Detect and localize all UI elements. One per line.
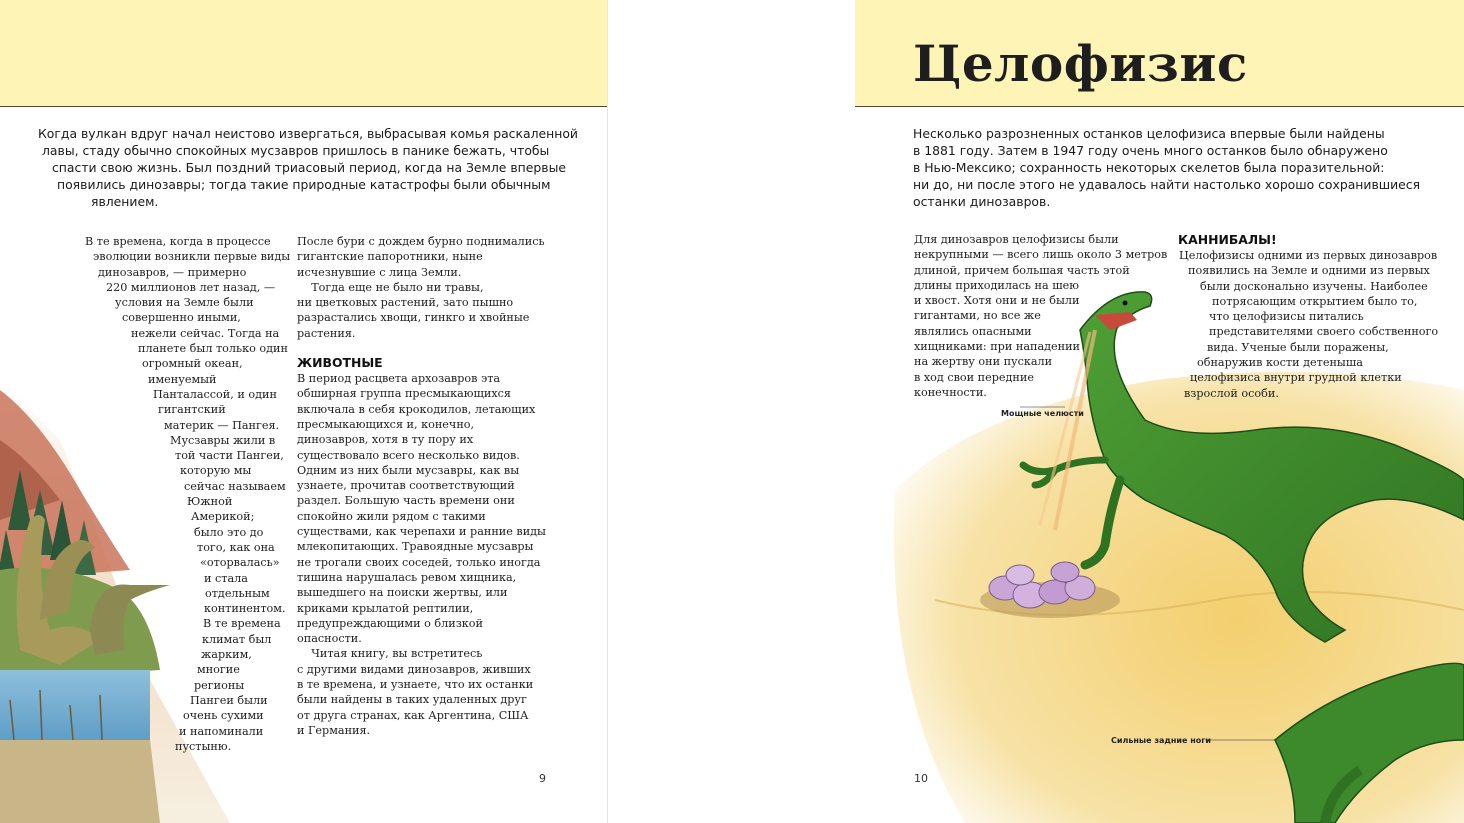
lead-line: появились динозавры; тогда такие природные катастрофы были обычным xyxy=(57,177,551,192)
text-line: было это до xyxy=(194,525,264,539)
page-number-left: 9 xyxy=(539,772,546,785)
text-line: некрупными — всего лишь около 3 метров xyxy=(914,248,1168,262)
text-line: гигантами, но все же xyxy=(914,309,1041,323)
text-line: В те времена, когда в процессе xyxy=(85,235,271,248)
text-line: Америкой; xyxy=(191,510,255,524)
lead-line: Когда вулкан вдруг начал неистово извергаться, выбрасывая комья раскаленной xyxy=(38,126,578,141)
left-header-band xyxy=(0,0,607,107)
text-line: тишина нарушалась ревом хищника, xyxy=(297,570,517,584)
text-line: динозавров, — примерно xyxy=(98,265,247,279)
lead-line: спасти свою жизнь. Был поздний триасовый период, когда на Земле впервые xyxy=(52,160,566,175)
section-heading-cannibals: КАННИБАЛЫ! xyxy=(1178,232,1277,247)
text-line: континентом. xyxy=(204,602,286,616)
text-line: сейчас называем xyxy=(184,479,286,493)
text-line: огромный океан, xyxy=(142,357,243,371)
lead-line: явлением. xyxy=(91,194,159,209)
left-column-1 xyxy=(80,234,291,754)
text-line: потрясающим открытием было то, xyxy=(1212,294,1418,308)
text-line: Пангеи были xyxy=(190,693,268,707)
text-line: раздел. Большую часть времени они xyxy=(297,494,515,508)
text-line: существами, как черепахи и ранние виды xyxy=(297,525,546,539)
text-line: были досконально изучены. Наиболее xyxy=(1200,279,1428,293)
right-column-1 xyxy=(914,232,1168,400)
text-line: которую мы xyxy=(180,464,252,478)
text-line: что целофизисы питались xyxy=(1209,310,1364,324)
lead-line: Несколько разрозненных останков целофизиса впервые были найдены xyxy=(913,126,1385,141)
text-line: жарким, xyxy=(201,648,252,662)
text-line: представителями своего собственного xyxy=(1209,325,1439,339)
text-line: обнаружив кости детеныша xyxy=(1197,356,1363,370)
text-line: были найдены в таких удаленных друг xyxy=(297,693,527,707)
text-line: совершенно иными, xyxy=(122,311,241,325)
text-line: конечности. xyxy=(914,385,987,399)
text-line: и Германия. xyxy=(297,723,371,737)
text-line: и стала xyxy=(204,571,248,585)
text-line: гигантские папоротники, ныне xyxy=(297,250,483,264)
text-line: В те времена xyxy=(203,617,281,631)
text-line: Мусзавры жили в xyxy=(170,433,276,447)
lead-line: в 1881 году. Затем в 1947 году очень много останков было обнаружено xyxy=(913,143,1388,158)
callout-jaws: Мощные челюсти xyxy=(1001,409,1084,418)
text-line: После бури с дождем бурно поднимались xyxy=(297,235,545,248)
text-line: и напоминали xyxy=(179,724,264,738)
lead-line: ни до, ни после этого не удавалось найти настолько хорошо сохранившиеся xyxy=(913,177,1421,192)
text-line: включала в себя крокодилов, летающих xyxy=(297,402,536,416)
text-line: узнаете, прочитав соответствующий xyxy=(297,479,515,493)
text-line: млекопитающих. Травоядные мусзавры xyxy=(297,540,534,554)
text-line: спокойно жили рядом с такими xyxy=(297,509,486,523)
left-column-2 xyxy=(297,234,597,738)
text-line: нежели сейчас. Тогда на xyxy=(131,326,280,340)
left-page xyxy=(0,0,608,823)
page-number-right: 10 xyxy=(914,772,928,785)
text-line: от друга странах, как Аргентина, США xyxy=(297,708,529,722)
left-lead-paragraph xyxy=(38,125,578,210)
text-line: предупреждающими о близкой xyxy=(297,616,483,630)
text-line: целофизиса внутри грудной клетки xyxy=(1190,371,1402,385)
page-title: Целофизис xyxy=(913,34,1248,93)
text-line: Одним из них были мусзавры, как вы xyxy=(297,463,520,477)
text-line: длиной, причем большая часть этой xyxy=(914,263,1130,277)
text-line: вида. Ученые были поражены, xyxy=(1207,340,1389,354)
section-heading-animals: ЖИВОТНЫЕ xyxy=(297,355,383,371)
text-line: Южной xyxy=(187,495,233,509)
text-line: очень сухими xyxy=(183,709,264,723)
right-page xyxy=(855,0,1464,823)
text-line: Панталассой, и один xyxy=(153,387,277,401)
text-line: «оторвалась» xyxy=(200,556,280,570)
text-line: взрослой особи. xyxy=(1184,386,1279,400)
text-line: условия на Земле были xyxy=(115,296,254,310)
lead-line: лавы, стаду обычно спокойных мусзавров пришлось в панике бежать, чтобы xyxy=(42,143,550,158)
text-line: 220 миллионов лет назад, — xyxy=(106,280,276,294)
text-line: отдельным xyxy=(205,586,270,600)
text-line: и хвост. Хотя они и не были xyxy=(914,294,1080,308)
text-line: исчезнувшие с лица Земли. xyxy=(297,265,462,279)
text-line: вышедшего на поиски жертвы, или xyxy=(297,586,508,600)
text-line: ни цветковых растений, зато пышно xyxy=(297,296,514,310)
callout-hind-legs: Сильные задние ноги xyxy=(1111,736,1212,745)
text-line: разрастались хвощи, гинкго и хвойные xyxy=(297,311,530,325)
right-lead-paragraph xyxy=(913,125,1420,210)
text-line: Целофизисы одними из первых динозавров xyxy=(1179,249,1438,262)
text-line: растения. xyxy=(297,326,356,340)
text-line: в те времена, и узнаете, что их останки xyxy=(297,678,534,692)
text-line: динозавров, хотя в ту пору их xyxy=(297,433,474,447)
text-line: В период расцвета архозавров эта xyxy=(297,372,501,386)
text-line: пресмыкающихся и, конечно, xyxy=(297,417,475,431)
right-column-2 xyxy=(1178,232,1458,401)
text-line: именуемый xyxy=(148,372,217,386)
text-line: обширная группа пресмыкающихся xyxy=(297,387,511,401)
text-line: материк — Пангея. xyxy=(164,418,280,432)
text-line: планете был только один xyxy=(138,342,288,356)
text-line: существовало всего несколько видов. xyxy=(297,448,520,462)
text-line: многие xyxy=(197,663,240,677)
text-line: Для динозавров целофизисы были xyxy=(914,233,1119,246)
text-line: в ход свои передние xyxy=(914,370,1034,384)
text-line: того, как она xyxy=(197,540,275,554)
lead-line: останки динозавров. xyxy=(913,194,1051,209)
lead-line: в Нью-Мексико; сохранность некоторых скелетов была поразительной: xyxy=(913,160,1385,175)
text-line: климат был xyxy=(202,632,272,646)
text-line: опасности. xyxy=(297,632,362,646)
text-line: Читая книгу, вы встретитесь xyxy=(297,647,483,661)
text-line: хищниками: при нападении xyxy=(914,340,1080,354)
text-line: с другими видами динозавров, живших xyxy=(297,662,531,676)
text-line: криками крылатой рептилии, xyxy=(297,601,474,615)
text-line: пустыню. xyxy=(175,739,232,753)
text-line: регионы xyxy=(194,678,245,692)
text-line: длины приходилась на шею xyxy=(914,278,1079,292)
text-line: не трогали своих соседей, только иногда xyxy=(297,555,541,569)
text-line: являлись опасными xyxy=(914,324,1032,338)
text-line: Тогда еще не было ни травы, xyxy=(297,280,484,294)
text-line: на жертву они пускали xyxy=(914,355,1053,369)
text-line: эволюции возникли первые виды xyxy=(93,250,291,264)
text-line: появились на Земле и одними из первых xyxy=(1188,264,1430,278)
text-line: той части Пангеи, xyxy=(175,449,284,463)
text-line: гигантский xyxy=(158,403,226,417)
